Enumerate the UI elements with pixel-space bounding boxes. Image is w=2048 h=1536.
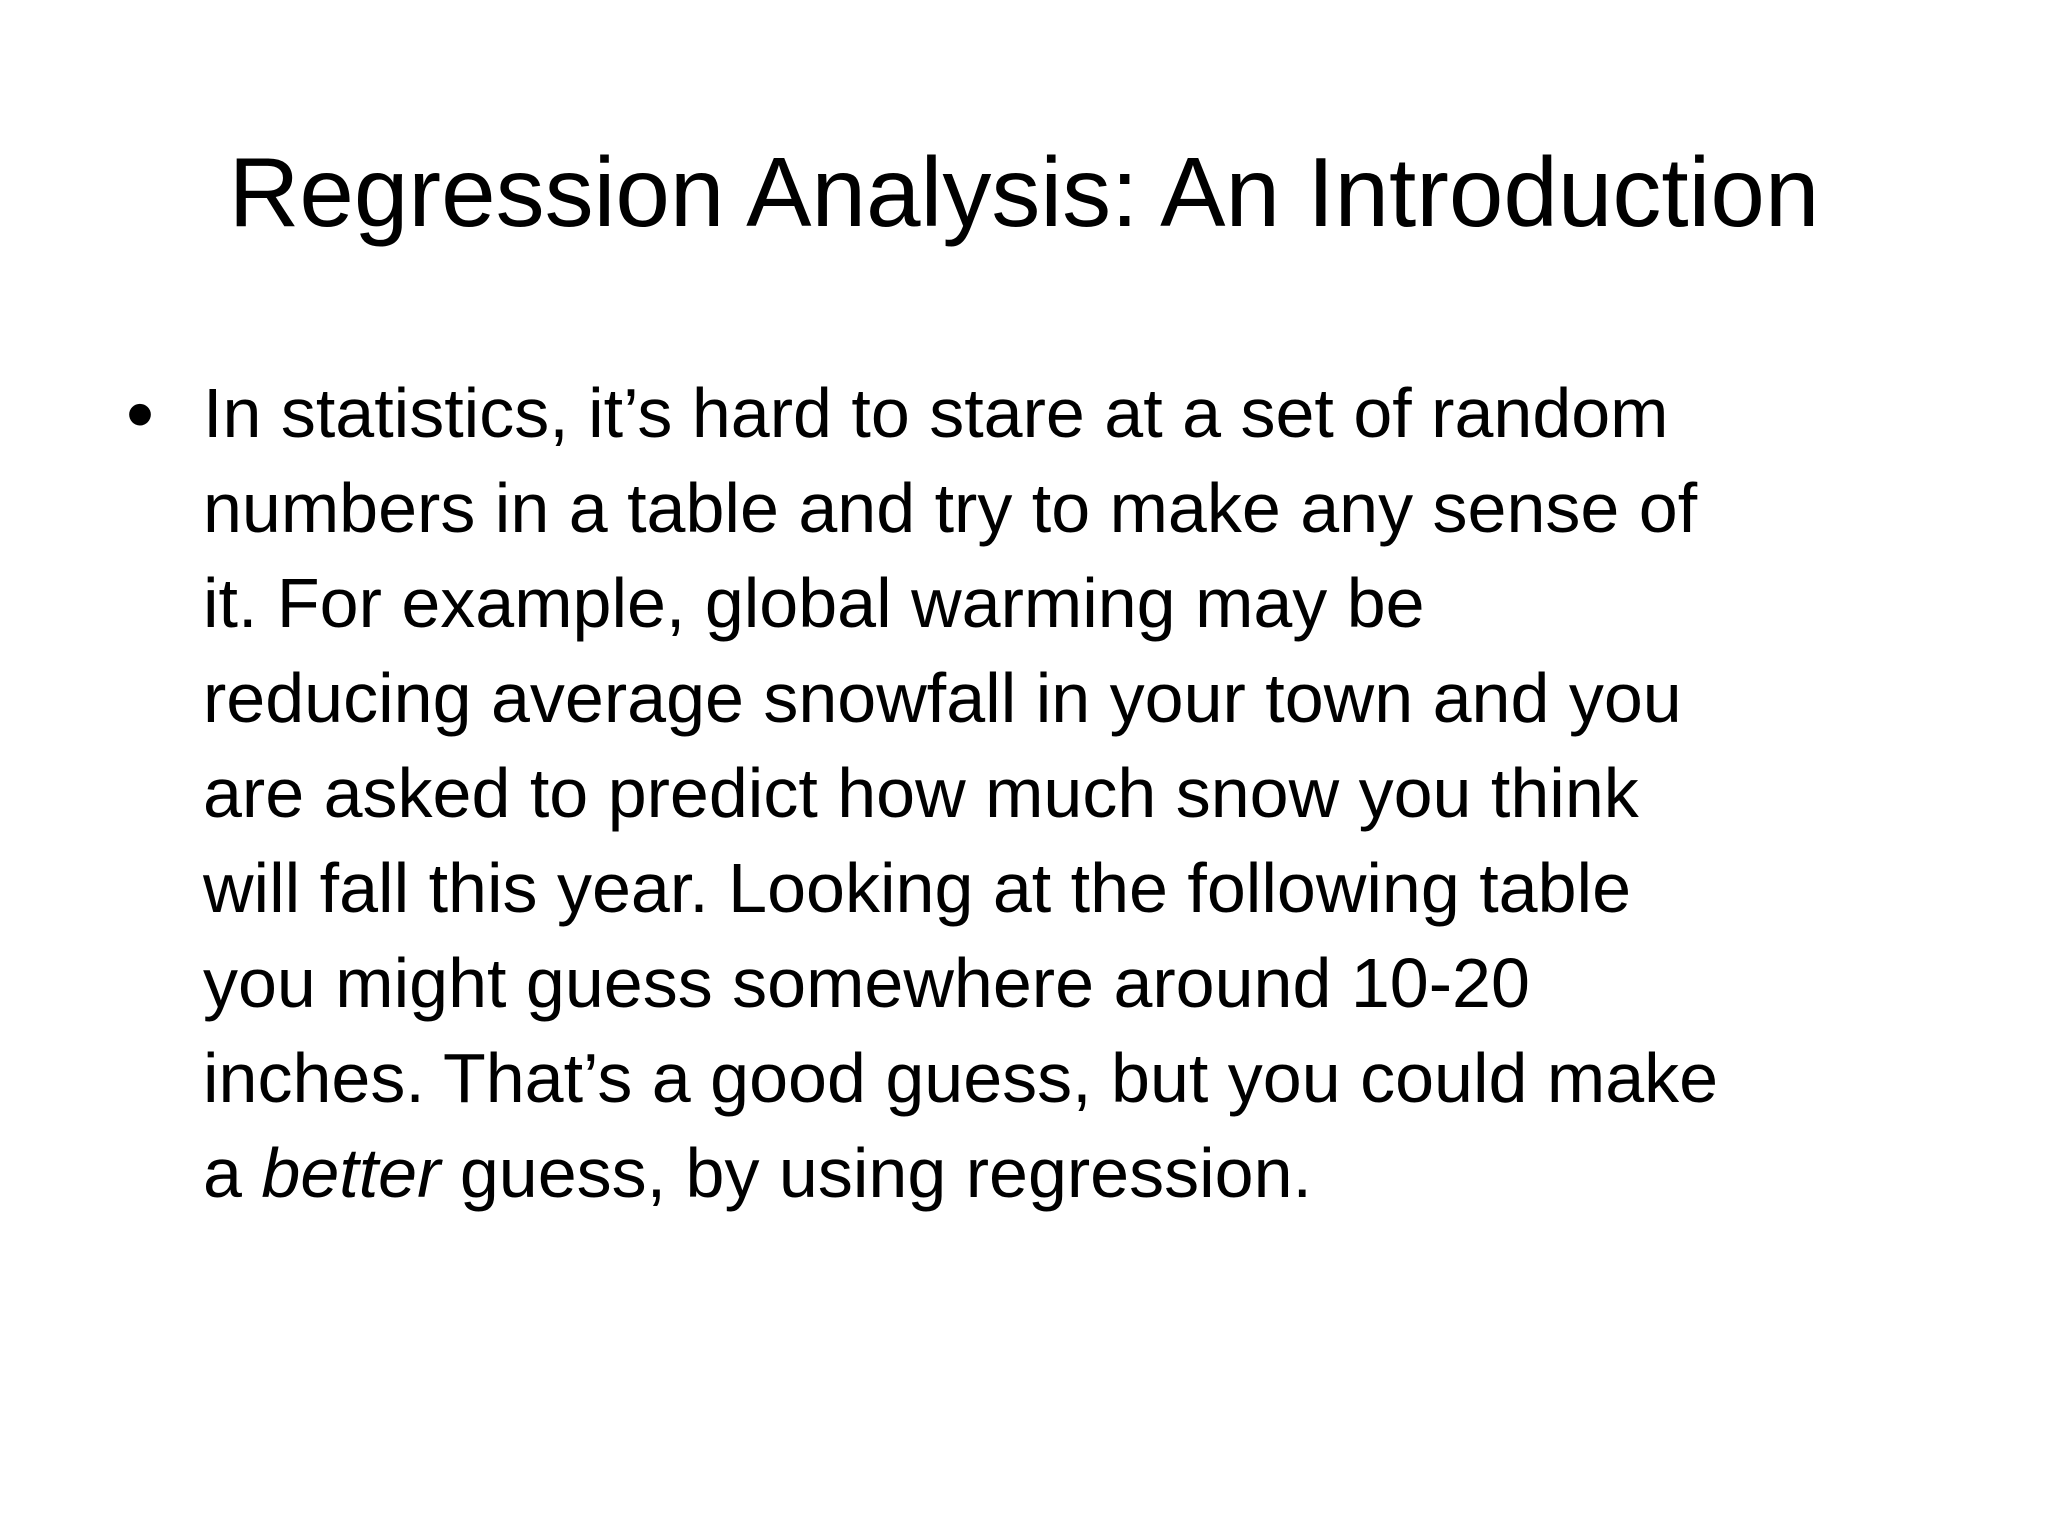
paragraph-line-9: [203, 1126, 1963, 1221]
emphasis-better: better: [261, 1134, 441, 1212]
paragraph-line-4: reducing average snowfall in your town and you: [203, 659, 1682, 737]
bullet-paragraph: [203, 366, 1963, 1221]
paragraph-line-3: it. For example, global warming may be: [203, 564, 1425, 642]
line-9-suffix: guess, by using regression.: [440, 1134, 1312, 1212]
paragraph-line-7: you might guess somewhere around 10-20: [203, 944, 1530, 1022]
slide-title: Regression Analysis: An Introduction: [228, 137, 1820, 247]
bullet-marker: •: [126, 369, 155, 458]
paragraph-line-6: will fall this year. Looking at the following table: [203, 849, 1632, 927]
paragraph-line-2: numbers in a table and try to make any sense of: [203, 469, 1698, 547]
line-9-prefix: a: [203, 1134, 262, 1212]
paragraph-line-1: In statistics, it’s hard to stare at a set of random: [203, 374, 1669, 452]
paragraph-line-5: are asked to predict how much snow you think: [203, 754, 1639, 832]
paragraph-line-8: inches. That’s a good guess, but you could make: [203, 1039, 1719, 1117]
